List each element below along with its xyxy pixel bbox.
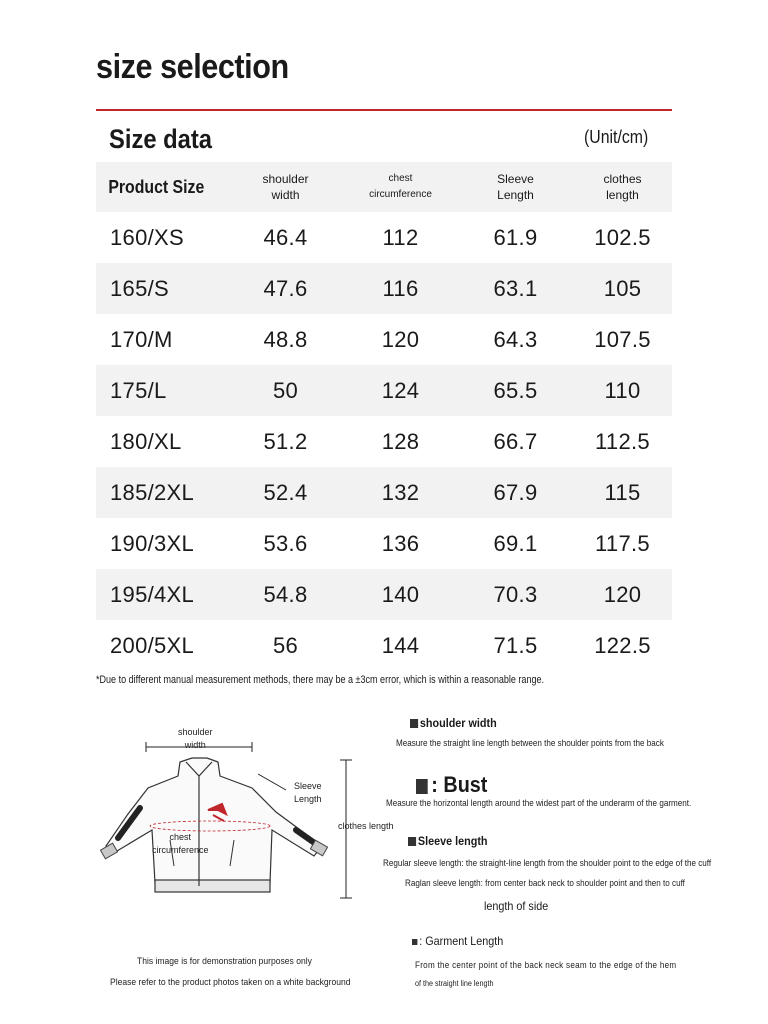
cell-size: 165/S bbox=[110, 275, 169, 301]
cell-shoulder: 46.4 bbox=[263, 224, 308, 250]
table-row bbox=[96, 467, 672, 518]
header-length: clothes length bbox=[603, 172, 642, 202]
table-body bbox=[96, 212, 672, 671]
def-garment-title: : Garment Length bbox=[412, 934, 503, 948]
section-title: Size data bbox=[109, 124, 213, 154]
cell-sleeve: 67.9 bbox=[493, 479, 538, 505]
jacket-illustration bbox=[100, 718, 400, 918]
cell-sleeve: 61.9 bbox=[493, 224, 538, 250]
cell-length: 107.5 bbox=[594, 326, 651, 352]
table-row bbox=[96, 314, 672, 365]
cell-length: 105 bbox=[603, 275, 642, 301]
cell-size: 160/XS bbox=[110, 224, 184, 250]
cell-size: 185/2XL bbox=[110, 479, 195, 505]
cell-chest: 112 bbox=[382, 224, 419, 250]
cell-chest: 116 bbox=[382, 275, 419, 301]
cell-sleeve: 66.7 bbox=[493, 428, 538, 454]
cell-chest: 120 bbox=[381, 326, 420, 352]
def-bust-desc: Measure the horizontal length around the widest part of the underarm of the garment. bbox=[386, 798, 692, 808]
sleeve-label: Sleeve Length bbox=[294, 781, 322, 804]
def-sleeve-title: Sleeve length bbox=[408, 834, 488, 848]
cell-sleeve: 69.1 bbox=[493, 530, 538, 556]
cell-size: 170/M bbox=[110, 326, 173, 352]
cell-shoulder: 53.6 bbox=[263, 530, 308, 556]
def-sleeve-desc-2: Raglan sleeve length: from center back neck to shoulder point and then to cuff bbox=[405, 878, 685, 888]
caption-photos: Please refer to the product photos taken on a white background bbox=[110, 977, 351, 988]
cell-size: 175/L bbox=[110, 377, 167, 403]
cell-shoulder: 54.8 bbox=[263, 581, 308, 607]
def-bust-title: : Bust bbox=[416, 772, 487, 798]
cell-length: 102.5 bbox=[594, 224, 651, 250]
sleeve-arrow bbox=[258, 774, 286, 790]
cell-chest: 124 bbox=[381, 377, 420, 403]
cell-sleeve: 64.3 bbox=[493, 326, 538, 352]
cell-chest: 132 bbox=[381, 479, 420, 505]
def-shoulder-title: shoulder width bbox=[410, 716, 497, 730]
header-sleeve: Sleeve Length bbox=[497, 172, 534, 202]
jacket-diagram bbox=[100, 718, 400, 918]
cell-shoulder: 48.8 bbox=[263, 326, 308, 352]
table-header-row bbox=[96, 162, 672, 212]
cell-length: 110 bbox=[604, 377, 641, 403]
cell-chest: 144 bbox=[381, 632, 420, 658]
cell-sleeve: 70.3 bbox=[493, 581, 538, 607]
cell-length: 120 bbox=[603, 581, 642, 607]
measurement-note: *Due to different manual measurement methods, there may be a ±3cm error, which is within a reasonable range. bbox=[96, 674, 545, 686]
number-marker-icon bbox=[408, 837, 416, 846]
def-garment-desc-2: of the straight line length bbox=[415, 979, 494, 988]
header-chest: chest circumference bbox=[369, 173, 432, 200]
title-divider bbox=[96, 109, 672, 111]
table-row bbox=[96, 212, 672, 263]
cell-length: 115 bbox=[604, 479, 641, 505]
unit-label: (Unit/cm) bbox=[584, 127, 649, 147]
def-sleeve-desc-3: length of side bbox=[484, 899, 549, 913]
table-row bbox=[96, 263, 672, 314]
def-shoulder-desc: Measure the straight line length between the shoulder points from the back bbox=[396, 738, 664, 748]
jacket-body bbox=[106, 758, 322, 892]
number-marker-icon bbox=[416, 779, 428, 794]
table-row bbox=[96, 518, 672, 569]
chest-label: chest circumference bbox=[152, 832, 209, 855]
cell-length: 122.5 bbox=[594, 632, 651, 658]
cell-size: 180/XL bbox=[110, 428, 182, 454]
cell-size: 200/5XL bbox=[110, 632, 195, 658]
cell-shoulder: 51.2 bbox=[263, 428, 308, 454]
shoulder-label: shoulder width bbox=[178, 727, 213, 750]
cell-shoulder: 47.6 bbox=[263, 275, 308, 301]
caption-demo: This image is for demonstration purposes only bbox=[137, 956, 312, 967]
table-row bbox=[96, 620, 672, 671]
header-product-size: Product Size bbox=[108, 176, 205, 197]
number-marker-icon bbox=[412, 939, 417, 945]
cell-length: 117.5 bbox=[595, 530, 650, 556]
number-marker-icon bbox=[410, 719, 418, 728]
header-shoulder: shoulder width bbox=[262, 172, 309, 202]
table-row bbox=[96, 365, 672, 416]
cell-shoulder: 56 bbox=[272, 632, 299, 658]
cell-sleeve: 71.5 bbox=[493, 632, 538, 658]
def-sleeve-desc-1: Regular sleeve length: the straight-line length from the shoulder point to the edge of the cuff bbox=[383, 858, 712, 868]
cell-chest: 128 bbox=[381, 428, 420, 454]
cell-chest: 140 bbox=[381, 581, 420, 607]
cell-length: 112.5 bbox=[595, 428, 650, 454]
table-row bbox=[96, 569, 672, 620]
def-garment-desc-1: From the center point of the back neck seam to the edge of the hem bbox=[415, 960, 677, 970]
size-table bbox=[96, 162, 672, 671]
cell-shoulder: 50 bbox=[272, 377, 299, 403]
cell-size: 190/3XL bbox=[110, 530, 195, 556]
cell-sleeve: 63.1 bbox=[493, 275, 538, 301]
length-label: clothes length bbox=[338, 821, 394, 831]
page-title: size selection bbox=[96, 48, 289, 86]
cell-chest: 136 bbox=[381, 530, 420, 556]
cell-shoulder: 52.4 bbox=[263, 479, 308, 505]
table-row bbox=[96, 416, 672, 467]
cell-sleeve: 65.5 bbox=[493, 377, 538, 403]
cell-size: 195/4XL bbox=[110, 581, 195, 607]
